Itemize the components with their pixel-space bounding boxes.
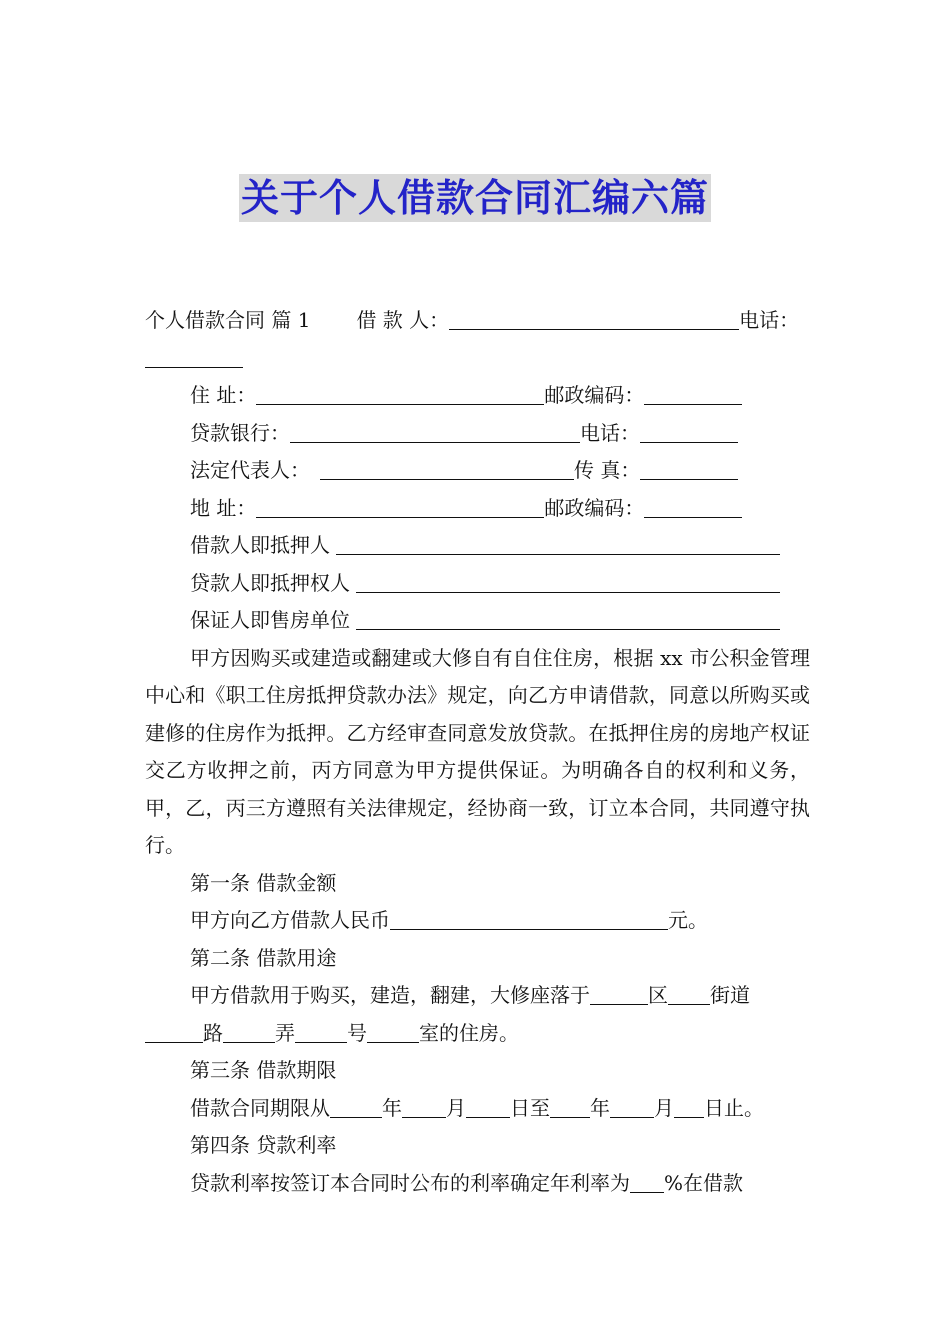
article2-lane: 弄	[275, 1020, 295, 1045]
article4-text-b: %在借款	[664, 1170, 744, 1195]
article3-month: 月	[446, 1095, 466, 1120]
number-blank	[295, 1020, 347, 1043]
district-blank	[590, 982, 648, 1005]
article4-text-a: 贷款利率按签订本合同时公布的利率确定年利率为	[190, 1170, 630, 1195]
phone-blank-line	[145, 340, 810, 378]
address-blank	[256, 382, 544, 405]
article2-road: 路	[203, 1020, 223, 1045]
start-year-blank	[330, 1095, 382, 1118]
article3-day-to: 日至	[510, 1095, 550, 1120]
amount-blank	[390, 907, 668, 930]
address-blank-2	[256, 495, 544, 518]
document-body	[145, 302, 810, 1202]
article3-day-end: 日止。	[704, 1095, 764, 1120]
article2-title: 第二条 借款用途	[190, 945, 337, 970]
contract-heading: 个人借款合同 篇 1	[145, 308, 311, 332]
phone-blank-2	[640, 420, 738, 443]
mortgagor-label: 借款人即抵押人	[190, 533, 330, 557]
article3-text-a: 借款合同期限从	[190, 1095, 330, 1120]
guarantor-label: 保证人即售房单位	[190, 608, 350, 632]
end-year-blank	[550, 1095, 590, 1118]
mortgagor-blank	[336, 532, 780, 555]
fax-label: 传 真：	[574, 458, 641, 482]
article2-room: 室的住房。	[419, 1020, 519, 1045]
article3-title: 第三条 借款期限	[190, 1058, 337, 1082]
article2-street: 街道	[710, 983, 750, 1007]
article2-text-cont	[145, 1015, 810, 1053]
address-line	[145, 377, 810, 415]
article1-text-a: 甲方向乙方借款人民币	[190, 908, 390, 932]
mortgagee-blank	[356, 570, 780, 593]
borrower-line	[145, 302, 810, 340]
article4-text	[145, 1165, 810, 1203]
article3-year2: 年	[590, 1095, 610, 1120]
legal-rep-label: 法定代表人：	[190, 458, 310, 482]
phone-label: 电话：	[739, 308, 800, 332]
article1-title: 第一条 借款金额	[190, 870, 337, 895]
lender-bank-label: 贷款银行：	[190, 420, 290, 445]
guarantor-blank	[356, 607, 780, 630]
street-blank	[668, 982, 710, 1005]
room-blank	[367, 1020, 419, 1043]
article4-title: 第四条 贷款利率	[190, 1133, 337, 1157]
article1-text-b: 元。	[668, 908, 708, 932]
end-month-blank	[610, 1095, 654, 1118]
article2-text	[145, 977, 810, 1015]
address-label: 住 址：	[190, 383, 257, 407]
postcode-label: 邮政编码：	[544, 383, 645, 407]
guarantor-line	[145, 602, 810, 640]
article2-text-a: 甲方借款用于购买，建造，翻建，大修座落于	[190, 983, 590, 1007]
article2-district: 区	[648, 983, 668, 1007]
start-month-blank	[402, 1095, 446, 1118]
article3-text	[145, 1090, 810, 1128]
article1-text	[145, 902, 810, 940]
postcode-blank	[644, 382, 742, 405]
postcode-label-2: 邮政编码：	[544, 495, 645, 520]
mortgagee-label: 贷款人即抵押权人	[190, 570, 350, 595]
start-day-blank	[466, 1095, 510, 1118]
phone-label-2: 电话：	[580, 420, 640, 445]
article2-number: 号	[347, 1020, 367, 1045]
intro-paragraph: 甲方因购买或建造或翻建或大修自有自住住房，根据 xx 市公积金管理中心和《职工住房抵押贷款办法》规定，向乙方申请借款，同意以所购买或建修的住房作为抵押。乙方经审查同意发放贷款。在抵押住房的房地产权证交乙方收押之前，丙方同意为甲方提供保证。为明确各自的权利和义务，甲，乙，丙三方遵照有关法律规定，经协商一致，订立本合同，共同遵守执行。	[145, 645, 810, 857]
legal-rep-line	[145, 452, 810, 490]
lane-blank	[223, 1020, 275, 1043]
address-label-2: 地 址：	[190, 495, 257, 520]
postcode-blank-2	[644, 495, 742, 518]
address-line-2	[145, 490, 810, 528]
end-day-blank	[674, 1095, 704, 1118]
fax-blank	[640, 457, 738, 480]
legal-rep-blank	[320, 457, 574, 480]
road-blank	[145, 1020, 203, 1043]
borrower-label: 借 款 人：	[356, 308, 450, 332]
rate-blank	[630, 1170, 664, 1193]
mortgagee-line	[145, 565, 810, 603]
document-title: 关于个人借款合同汇编六篇	[240, 176, 709, 220]
borrower-blank	[449, 307, 739, 330]
lender-bank-blank	[290, 420, 580, 443]
article3-month2: 月	[654, 1095, 674, 1120]
lender-bank-line	[145, 415, 810, 453]
mortgagor-line	[145, 527, 810, 565]
phone-blank	[145, 345, 243, 368]
article3-year: 年	[382, 1095, 402, 1120]
